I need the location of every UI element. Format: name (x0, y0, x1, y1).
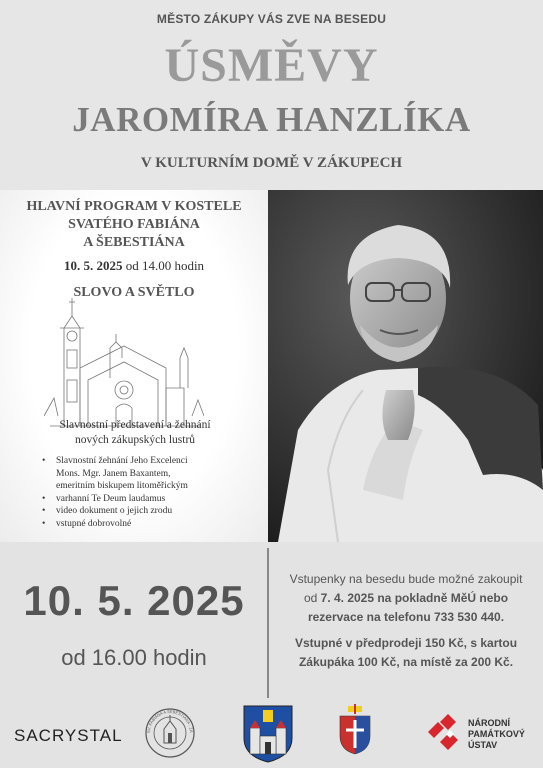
event-time: od 16.00 hodin (61, 645, 207, 670)
invite-text: MĚSTO ZÁKUPY VÁS ZVE NA BESEDU (156, 12, 387, 26)
program-motto: SLOVO A SVĚTLO (73, 285, 195, 300)
prices-info (272, 634, 540, 672)
list-item (40, 455, 250, 493)
program-heading (0, 198, 268, 252)
program-list (40, 455, 250, 530)
list-item-line: Mons. Mgr. Janem Baxantem, (56, 468, 171, 479)
npu-mark-icon (424, 714, 464, 750)
diocese-logo (336, 704, 374, 756)
list-item: • vstupné dobrovolné (40, 518, 250, 531)
tickets-line-2 (272, 589, 540, 608)
coat-of-arms-logo (242, 704, 294, 764)
list-item: • varhanní Te Deum laudamus (40, 493, 250, 506)
npu-text (468, 718, 525, 751)
presentation-text (20, 418, 250, 448)
program-heading-line-3: A ŠEBESTIÁNA (83, 235, 185, 250)
program-time: od 14.00 hodin (125, 258, 205, 273)
presentation-line-1: Slavnostní představení a žehnání (59, 419, 211, 431)
presentation-line-2: nových zákupských lustrů (74, 434, 196, 446)
church-drawing (44, 288, 204, 428)
bottom-section (0, 542, 543, 768)
price-line-1: Vstupné v předprodeji 150 Kč, s kartou (294, 636, 518, 650)
list-item-line: • Slavnostní žehnání Jeho Excelenci (56, 456, 188, 466)
seal-text: SV. FABIÁNA A ŠEBESTIÁNA · ZÁ (145, 708, 195, 734)
tickets-line-1: Vstupenky na besedu bude možné zakoupit (289, 572, 523, 586)
program-heading-line-1: HLAVNÍ PROGRAM V KOSTELE (26, 199, 242, 214)
title-line-2: JAROMÍRA HANZLÍKA (72, 100, 471, 139)
npu-line-1: NÁRODNÍ (468, 718, 510, 728)
venue-text: V KULTURNÍM DOMĚ V ZÁKUPECH (140, 155, 403, 171)
divider (267, 548, 269, 698)
tickets-line-2-bold: 7. 4. 2025 na pokladně MěÚ nebo (320, 591, 509, 605)
program-date: 10. 5. 2025 (63, 258, 123, 273)
tickets-line-3: rezervace na telefonu 733 530 440. (307, 610, 505, 624)
npu-line-2: PAMÁTKOVÝ (468, 729, 525, 739)
tickets-info (272, 570, 540, 627)
portrait-illustration (268, 190, 543, 542)
title-line-1: ÚSMĚVY (164, 39, 379, 92)
program-heading-line-2: SVATÉHO FABIÁNA (68, 217, 200, 232)
npu-logo (424, 714, 534, 754)
program-date-time (0, 258, 268, 274)
npu-line-3: ÚSTAV (468, 740, 498, 750)
header-section (0, 0, 543, 190)
list-item-line: emeritním biskupem litoměřickým (56, 481, 188, 491)
portrait-photo (268, 190, 543, 542)
parish-seal-logo (144, 707, 196, 759)
tickets-line-2-prefix: od (303, 591, 321, 605)
sacrystal-logo: SACRYSTAL (14, 726, 123, 745)
price-line-2: Zákupáka 100 Kč, na místě za 200 Kč. (298, 655, 514, 669)
list-item: • video dokument o jejich zrodu (40, 505, 250, 518)
event-date: 10. 5. 2025 (23, 577, 245, 624)
program-panel (0, 190, 268, 542)
svg-text:SV. FABIÁNA A ŠEBESTIÁNA · ZÁK (144, 707, 194, 733)
